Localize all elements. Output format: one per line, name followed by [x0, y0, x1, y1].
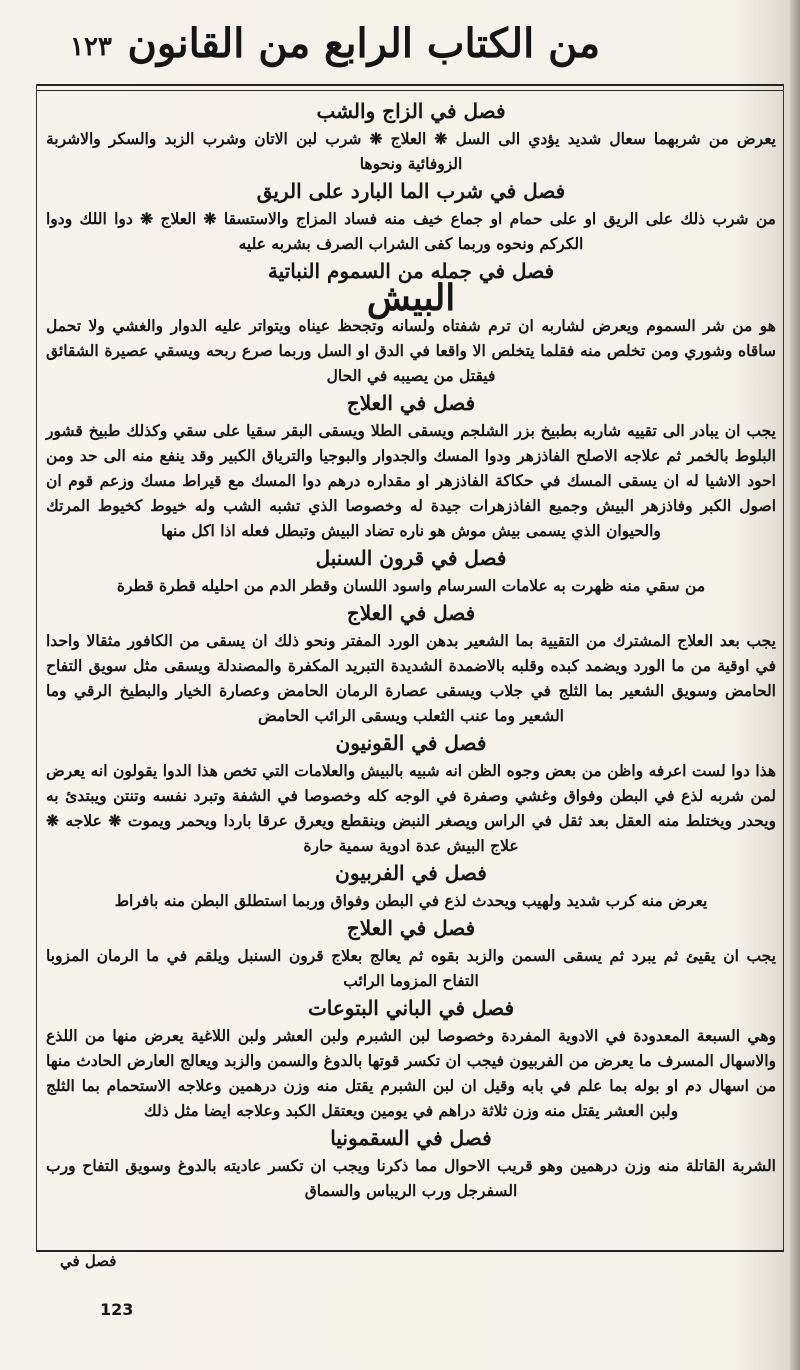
section-heading: فصل في القونيون	[335, 731, 487, 755]
header-rule-inner	[36, 90, 784, 91]
running-header	[40, 14, 760, 82]
section-paragraph: من شرب ذلك على الريق او على حمام او جماع خيف منه فساد المزاج والاستسقا ❋ العلاج ❋ دوا اللك ودوا الكركم ونحوه وربما كفى الشراب الصرف بشربه عليه	[46, 209, 776, 253]
section-heading: فصل في العلاج	[346, 391, 476, 415]
header-rule	[36, 84, 784, 86]
running-title: من الكتاب الرابع من القانون	[127, 20, 600, 67]
catchword: فصل في	[60, 1252, 117, 1270]
section-paragraph: هذا دوا لست اعرفه واظن من بعض وجوه الظن انه شبيه بالبيش والعلامات التي تخص هذا الدوا يقولون انه يعرض لمن شربه لذع في البطن وفواق وغشي وصفرة في الوجه كله وخصوصا في الشفة وتبرد نفسه وتنتن ويبتدئ به ويحدر ويختلط منه العقل بعد ثقل في الراس ويصغر النبض وينقطع ويعرق عرقا باردا ويحمر ويموت ❋ علاجه ❋ علاج البيش عدة ادوية سمية حارة	[46, 761, 776, 855]
section-heading: فصل في الزاج والشب	[316, 99, 506, 123]
footer-rule	[36, 1250, 784, 1252]
section-heading: فصل في جمله من السموم النباتية	[267, 259, 555, 283]
main-text	[46, 96, 776, 1246]
section-heading: فصل في الباني البتوعات	[307, 996, 515, 1020]
section-heading: فصل في شرب الما البارد على الريق	[256, 179, 566, 203]
page-number-arabic: ١٢٣	[70, 32, 112, 62]
section-paragraph: الشربة القاتلة منه وزن درهمين وهو قريب الاحوال مما ذكرنا ويجب ان تكسر عاديته بالدوغ وسويق التفاح ورب السفرجل ورب الريباس والسماق	[46, 1156, 776, 1200]
section-heading: فصل في السقمونيا	[330, 1126, 492, 1150]
book-spine-edge	[790, 0, 800, 1370]
section-heading: فصل في الفربيون	[335, 861, 487, 885]
section-paragraph: يجب بعد العلاج المشترك من التقيية بما الشعير بدهن الورد المفتر ونحو ذلك ان يسقى من الكافور مثقالا واحدا في اوقية من ما الورد ويضمد كبده وقلبه بالاضمدة الشديدة التبريد المكفرة والمصندلة ويسقى مثل سويق التفاح الحامض وسويق الشعير بما الثلج في جلاب ويسقى عصارة الرمان الحامض وعصارة الخيار والبطيخ الرقي وما الشعير وما عنب الثعلب ويسقى الرائب الحامض	[46, 631, 776, 725]
section-paragraph: يعرض منه كرب شديد ولهيب ويحدث لذع في البطن وفواق وربما استطلق البطن منه بافراط	[114, 891, 708, 910]
section-paragraph: يعرض من شربهما سعال شديد يؤدي الى السل ❋ العلاج ❋ شرب لبن الاتان وشرب الزبد والسكر والاشربة الزوفائية ونحوها	[46, 129, 776, 173]
section-paragraph: يجب ان يقيئ ثم يبرد ثم يسقى السمن والزبد بقوه ثم يعالج بعلاج قرون السنبل ويلقم في ما الرمان المزوبا التفاح المزوما الرائب	[46, 946, 776, 990]
section-heading: فصل في قرون السنبل	[315, 546, 507, 570]
section-paragraph: هو من شر السموم ويعرض لشاربه ان ترم شفتاه ولسانه وتجحظ عيناه ويتواتر عليه الدوار والغشي ولا تحمل ساقاه وشوري ومن تخلص منه فقلما يتخلص الا واقعا في الدق او السل وربما صرع ربحه ويسقي عصيرة الشقائق فيقتل من يصيبه في الحال	[46, 316, 776, 385]
section-paragraph: وهي السبعة المعدودة في الادوية المفردة وخصوصا لبن الشبرم ولبن العشر ولبن اللاغية يعرض منها من اللذع والاسهال المسرف ما يعرض من الفربيون فيجب ان تكسر قوتها بالدوغ والسمن والزبد ويعالج العارض الحادث منها من اسهال دم او بوله بما علم في بابه وقيل ان لبن الشبرم يقتل منه وزن درهمين وعلاجه الاستحمام بما الثلج ولبن العشر يقتل منه وزن ثلاثة دراهم في يومين ويعتقل الكبد وعلاجه ايضا مثل ذلك	[46, 1026, 776, 1120]
section-paragraph: من سقي منه ظهرت به علامات السرسام واسود اللسان وقطر الدم من احليله قطرة قطرة	[116, 576, 706, 595]
section-paragraph: يجب ان يبادر الى تقييه شاربه بطبيخ بزر الشلجم ويسقى الطلا ويسقى البقر سقيا على سقي وكذلك طبيخ قشور البلوط بالخمر ثم علاجه الاصلح الفاذزهر ودوا المسك والجدوار والبوجيا والترياق الكبير وقد ينفع منه الى حد ومن احود الاشيا له ان يسقى المسك في حكاكة الفاذزهر او مقداره درهم دوا المسك مع قيراط مسك وزعم قوم ان اصول الكبر وفاذزهر البيش وجميع الفاذزهرات جيدة له وخصوصا الذي تشبه الشب وله خيوط كخيوط المرتك والحيوان الذي يسمى بيش موش هو ناره تضاد البيش وتبطل فعله اذا اكل منها	[46, 421, 776, 540]
page-number-latin: 123	[100, 1300, 134, 1319]
section-heading: فصل في العلاج	[346, 601, 476, 625]
frame-right-line	[783, 84, 784, 1252]
frame-left-line	[36, 84, 37, 1252]
section-subheading: البيش	[366, 277, 456, 319]
section-heading: فصل في العلاج	[346, 916, 476, 940]
